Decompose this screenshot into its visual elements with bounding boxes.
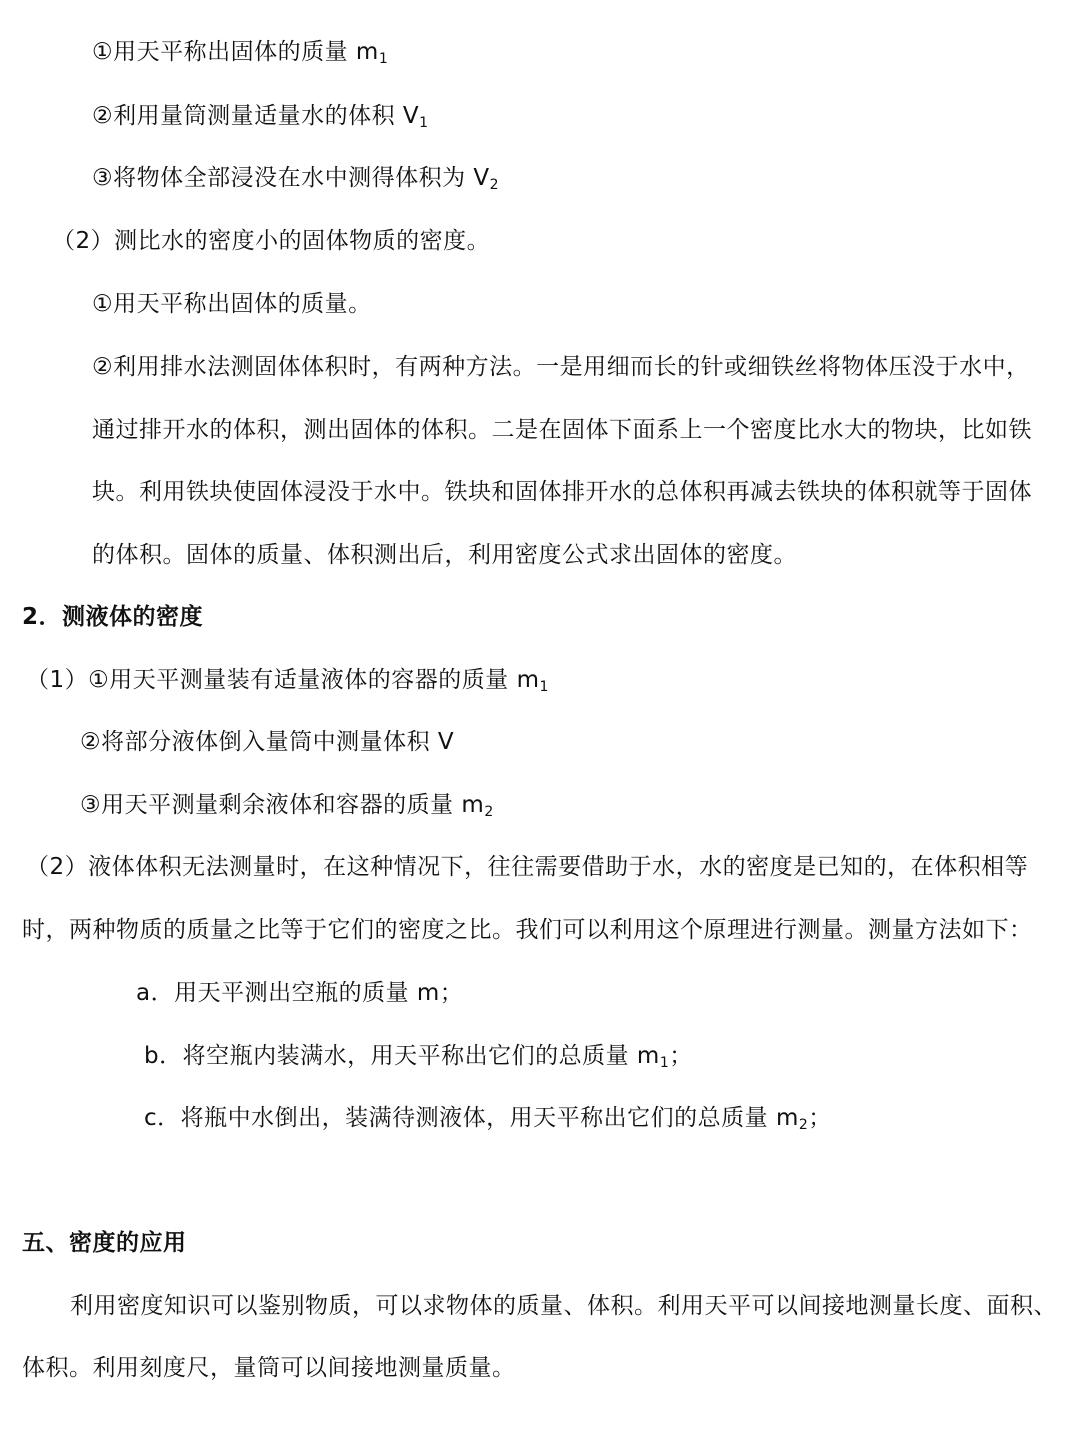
- case-2-step-2-line-2: 通过排开水的体积，测出固体的体积。二是在固体下面系上一个密度比水大的物块，比如铁: [92, 417, 1032, 443]
- case-2-step-1: ①用天平称出固体的质量。: [92, 291, 372, 317]
- application-paragraph-line-1: 利用密度知识可以鉴别物质，可以求物体的质量、体积。利用天平可以间接地测量长度、面积、: [70, 1293, 1057, 1319]
- liquid-step-1: （1）①用天平测量装有适量液体的容器的质量 $m_1$: [26, 667, 549, 695]
- liquid-density-heading: 2．测液体的密度: [22, 604, 204, 630]
- case-2-step-2-line-1: ②利用排水法测固体体积时，有两种方法。一是用细而长的针或细铁丝将物体压没于水中，: [92, 354, 1030, 380]
- liquid-step-3: ③用天平测量剩余液体和容器的质量 $m_2$: [80, 792, 494, 820]
- step-mass-solid: ①用天平称出固体的质量 $m_1$: [92, 39, 389, 67]
- liquid-case-2-line-1: （2）液体体积无法测量时，在这种情况下，往往需要借助于水，水的密度是已知的，在体积相等: [26, 854, 1029, 880]
- bottle-step-a: a．用天平测出空瓶的质量 m；: [136, 980, 464, 1006]
- step-immersed-volume: ③将物体全部浸没在水中测得体积为 $V_2$: [92, 165, 500, 193]
- bottle-step-b: b．将空瓶内装满水，用天平称出它们的总质量 $m_1$；: [144, 1043, 693, 1071]
- application-heading: 五、密度的应用: [22, 1230, 187, 1256]
- case-2-step-2-line-3: 块。利用铁块使固体浸没于水中。铁块和固体排开水的总体积再减去铁块的体积就等于固体: [92, 479, 1032, 505]
- case-2-step-2-line-4: 的体积。固体的质量、体积测出后，利用密度公式求出固体的密度。: [92, 542, 797, 568]
- step-water-volume: ②利用量筒测量适量水的体积 $V_1$: [92, 103, 429, 131]
- case-2-title: （2）测比水的密度小的固体物质的密度。: [52, 228, 491, 254]
- bottle-step-c: c．将瓶中水倒出，装满待测液体，用天平称出它们的总质量 $m_2$；: [144, 1105, 832, 1133]
- liquid-case-2-line-2: 时，两种物质的质量之比等于它们的密度之比。我们可以利用这个原理进行测量。测量方法如下：: [22, 917, 1033, 943]
- application-paragraph-line-2: 体积。利用刻度尺，量筒可以间接地测量质量。: [22, 1355, 516, 1381]
- liquid-step-2: ②将部分液体倒入量筒中测量体积 V: [80, 729, 455, 755]
